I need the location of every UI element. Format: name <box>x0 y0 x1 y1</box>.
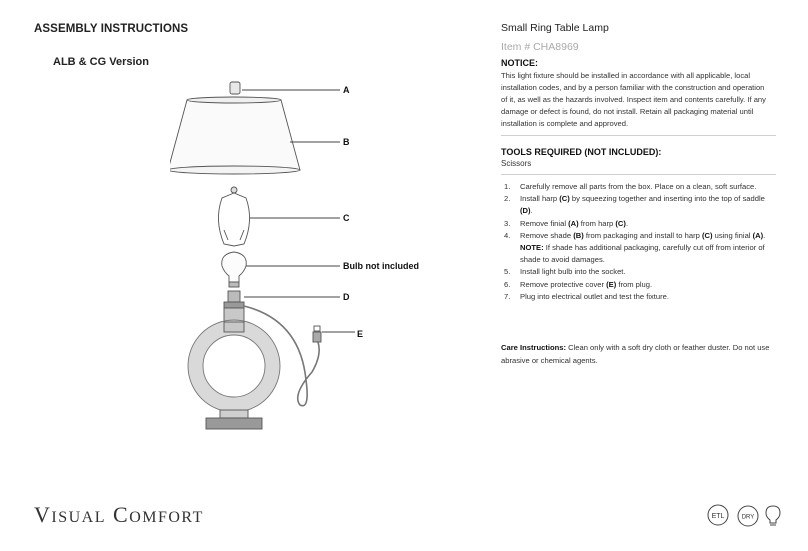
divider-1 <box>501 135 776 136</box>
etl-listed-icon <box>705 503 731 529</box>
version-label: ALB & CG Version <box>53 56 149 68</box>
divider-2 <box>501 174 776 175</box>
notice-heading: NOTICE: <box>501 58 538 68</box>
tools-value: Scissors <box>501 159 532 168</box>
step-note: NOTE: If shade has additional packaging, carefully cut off from interior of shade to avoid damages. <box>520 243 765 265</box>
step-item: 3. Remove finial (A) from harp (C). <box>504 218 629 228</box>
callout-d: D <box>343 292 350 302</box>
socket-part <box>224 291 244 308</box>
callout-bulb: Bulb not included <box>343 261 419 271</box>
step-item: 7. Plug into electrical outlet and test the fixture. <box>504 291 670 301</box>
step-item: 4. Remove shade (B) from packaging and install to harp (C) using finial (A). NOTE: If shade has additional packaging, carefully cut off from interior of shade to avoid damages. <box>501 230 776 267</box>
brand-logo: VISUAL COMFORT <box>34 502 204 527</box>
care-instructions: Care Instructions: Clean only with a soft dry cloth or feather duster. Do not use abrasive or chemical agents. <box>501 343 770 365</box>
callout-a: A <box>343 85 350 95</box>
tools-heading: TOOLS REQUIRED (NOT INCLUDED): <box>501 147 662 157</box>
svg-text:ETL: ETL <box>711 513 725 520</box>
harp-part <box>218 187 249 246</box>
step-item: 2. Install harp (C) by squeezing together and inserting into the top of saddle (D). <box>504 194 765 216</box>
callout-b: B <box>343 137 350 147</box>
bulb-part <box>222 252 247 287</box>
plug-part <box>313 326 321 342</box>
assembly-steps <box>501 181 776 303</box>
bulb-icon <box>760 503 786 529</box>
dry-rated-icon <box>735 503 761 529</box>
ring-base <box>188 308 280 429</box>
assembly-heading: ASSEMBLY INSTRUCTIONS <box>34 23 189 35</box>
step-item: 1. Carefully remove all parts from the box. Place on a clean, soft surface. <box>504 182 757 191</box>
step-item: 6. Remove protective cover (E) from plug. <box>504 279 653 289</box>
finial-part <box>230 82 240 94</box>
svg-text:DRY: DRY <box>741 514 755 521</box>
product-name: Small Ring Table Lamp <box>501 22 609 34</box>
step-item: 5. Install light bulb into the socket. <box>504 267 626 277</box>
lamp-exploded-diagram <box>170 70 420 440</box>
item-number: Item # CHA8969 <box>501 41 579 53</box>
callout-c: C <box>343 213 350 223</box>
callout-e: E <box>357 329 364 339</box>
notice-text: This light fixture should be installed in accordance with all applicable, local installation codes, and by a person familiar with the construction and operation of it, as well as the hazards involved. Inspect item and contents carefully. If any damage or defect is found, do not install. Retain all packaging material until installation is complete and approved. <box>501 71 766 128</box>
shade-part <box>170 97 300 174</box>
